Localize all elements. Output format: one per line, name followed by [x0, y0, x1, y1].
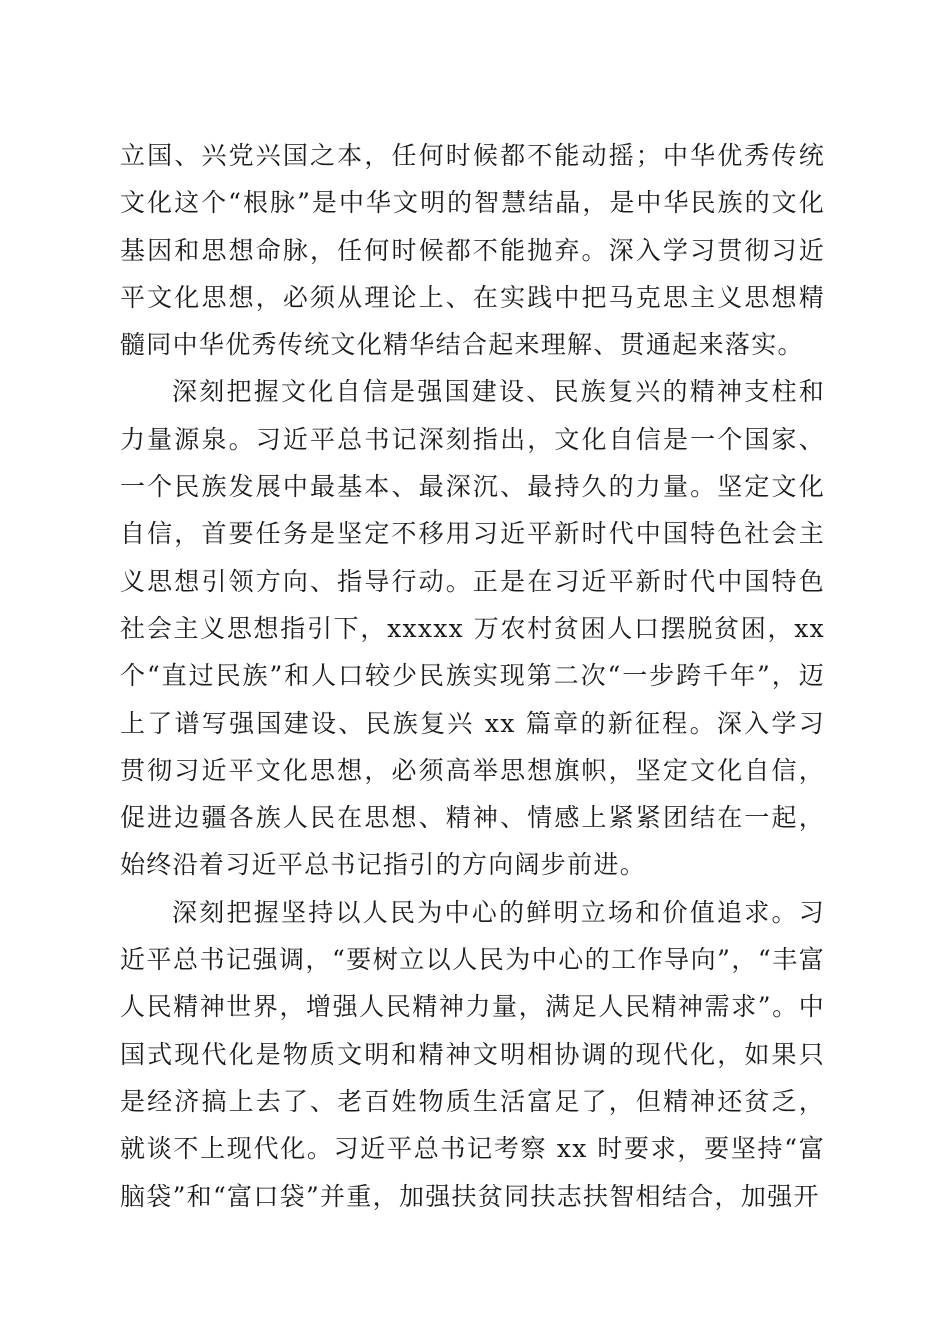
paragraph-1: 立国、兴党兴国之本，任何时候都不能动摇；中华优秀传统文化这个“根脉”是中华文明的智慧结晶，是中华民族的文化基因和思想命脉，任何时候都不能抛弃。深入学习贯彻习近平文化思想，必须从理论上、在实践中把马克思主义思想精髓同中华优秀传统文化精华结合起来理解、贯通起来落实。: [120, 141, 825, 360]
document-body: [120, 132, 825, 1220]
paragraph-3: 深刻把握坚持以人民为中心的鲜明立场和价值追求。习近平总书记强调，“要树立以人民为中心的工作导向”，“丰富人民精神世界，增强人民精神力量，满足人民精神需求”。中国式现代化是物质文明和精神文明相协调的现代化，如果只是经济搞上去了、老百姓物质生活富足了，但精神还贫乏，就谈不上现代化。习近平总书记考察 xx 时要求，要坚持“富脑袋”和“富口袋”并重，加强扶贫同扶志扶智相结合，加强开: [120, 897, 825, 1211]
paragraph-2: 深刻把握文化自信是强国建设、民族复兴的精神支柱和力量源泉。习近平总书记深刻指出，文化自信是一个国家、一个民族发展中最基本、最深沉、最持久的力量。坚定文化自信，首要任务是坚定不移用习近平新时代中国特色社会主义思想引领方向、指导行动。正是在习近平新时代中国特色社会主义思想指引下，xxxxx 万农村贫困人口摆脱贫困，xx 个“直过民族”和人口较少民族实现第二次“一步跨千年”，迈上了谱写强国建设、民族复兴 xx 篇章的新征程。深入学习贯彻习近平文化思想，必须高举思想旗帜，坚定文化自信，促进边疆各族人民在思想、精神、情感上紧紧团结在一起，始终沿着习近平总书记指引的方向阔步前进。: [120, 377, 825, 880]
